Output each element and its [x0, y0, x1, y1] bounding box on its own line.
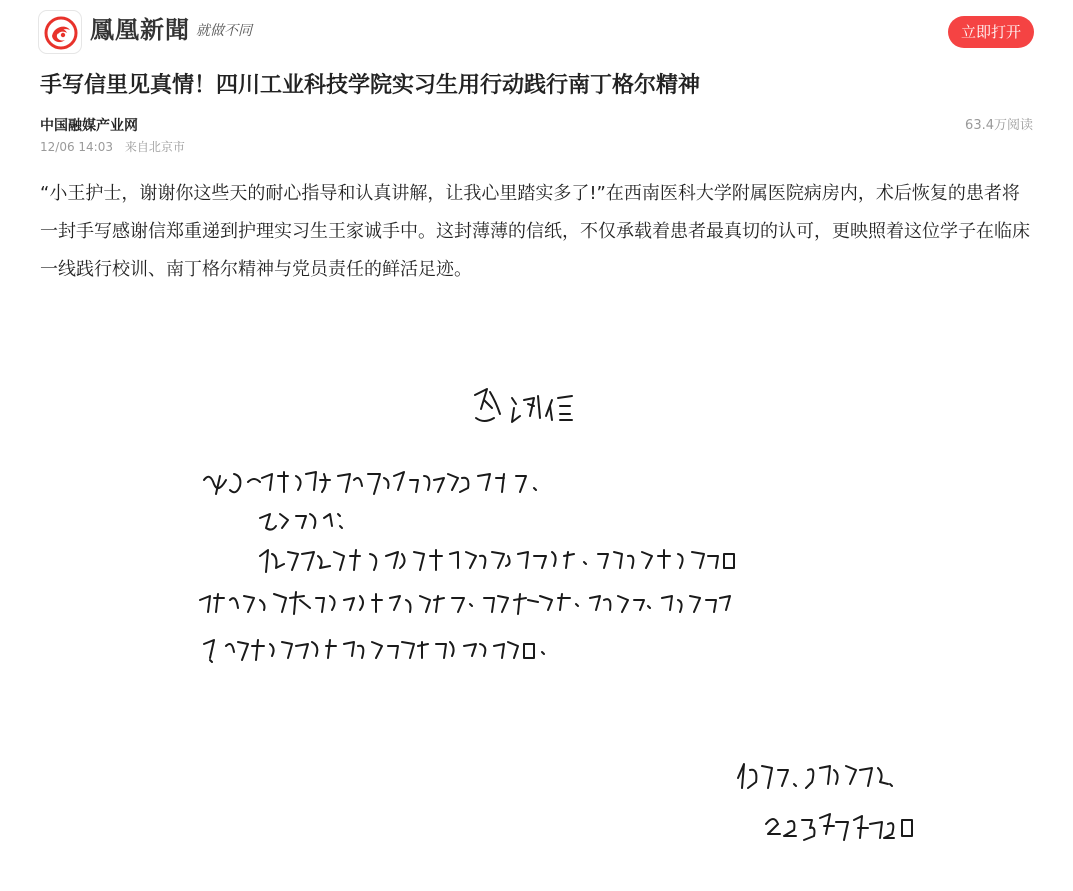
handwritten-letter-image	[38, 300, 1038, 891]
handwriting-drawing	[38, 300, 1038, 891]
brand-name: 鳳凰新聞	[90, 15, 190, 44]
brand-slogan: 就做不同	[196, 23, 252, 39]
letter-line-5-scribble	[204, 640, 544, 662]
date-scribble	[766, 814, 912, 840]
article-meta	[40, 137, 185, 157]
letter-line-2-scribble	[260, 514, 342, 530]
letter-line-1-scribble	[204, 472, 536, 494]
open-app-button[interactable]: 立即打开	[948, 16, 1034, 48]
article-paragraph: “小王护士，谢谢你这些天的耐心指导和认真讲解，让我心里踏实多了!”在西南医科大学附属医院病房内，术后恢复的患者将一封手写感谢信郑重递到护理实习生王家诚手中。这封薄薄的信纸，不仅承载着患者最真切的认可，更映照着这位学子在临床一线践行校训、南丁格尔精神与党员责任的鲜活足迹。	[40, 183, 1030, 280]
read-count: 63.4万阅读	[965, 118, 1033, 133]
letter-line-3-scribble	[260, 550, 734, 572]
letter-heading-scribble	[475, 389, 572, 422]
signature-scribble	[738, 764, 892, 788]
app-header	[0, 0, 1073, 64]
publish-time: 12/06 14:03	[40, 140, 113, 154]
source-location: 来自北京市	[124, 140, 185, 154]
author-name[interactable]: 中国融媒产业网	[40, 118, 138, 134]
letter-line-4-scribble	[200, 592, 730, 614]
article-title: 手写信里见真情！四川工业科技学院实习生用行动践行南丁格尔精神	[40, 73, 701, 98]
phoenix-logo-icon[interactable]	[38, 10, 82, 54]
